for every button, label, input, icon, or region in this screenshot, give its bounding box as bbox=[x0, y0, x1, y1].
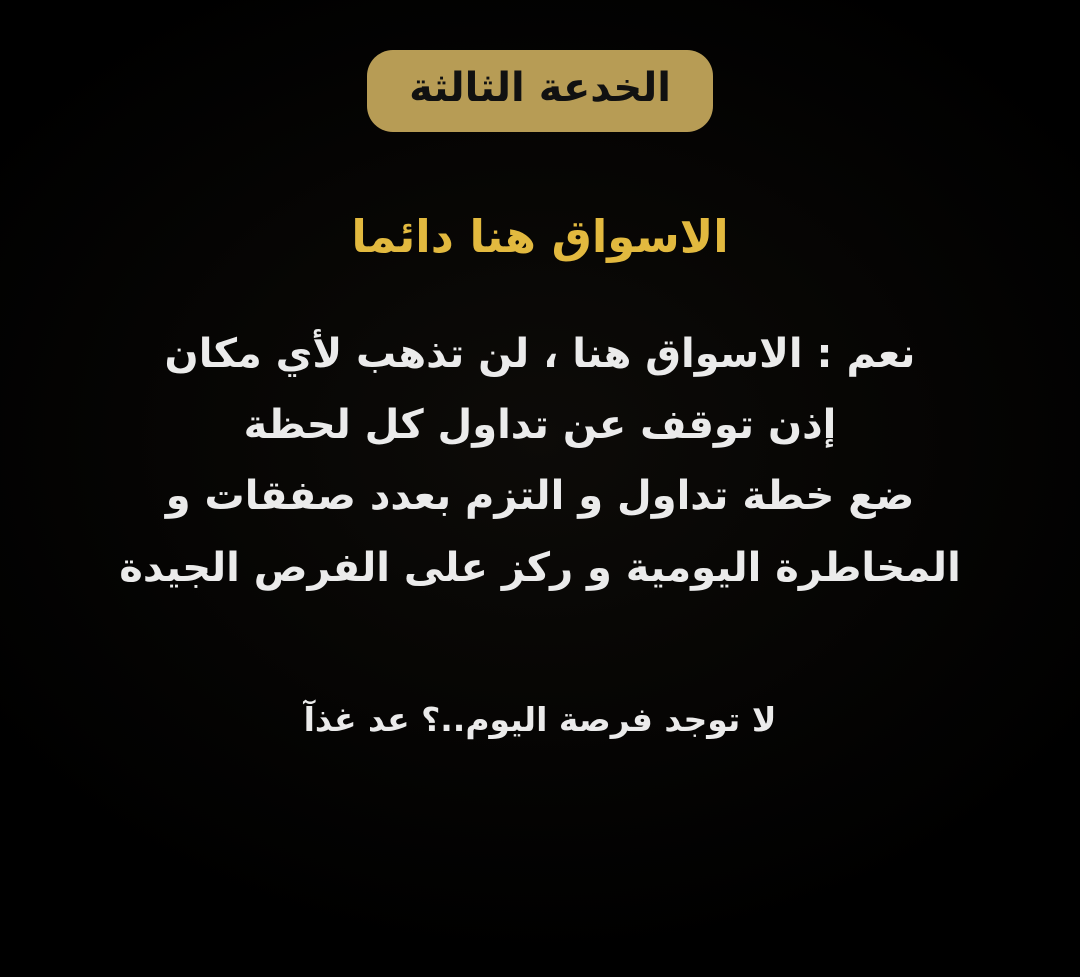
body-text-block bbox=[60, 319, 1020, 604]
closing-line: لا توجد فرصة اليوم..؟ عد غذآ bbox=[303, 699, 777, 739]
body-line: إذن توقف عن تداول كل لحظة bbox=[243, 402, 837, 449]
page-title: الاسواق هنا دائما bbox=[351, 210, 729, 263]
body-line: نعم : الاسواق هنا ، لن تذهب لأي مكان bbox=[164, 331, 916, 377]
body-line: المخاطرة اليومية و ركز على الفرص الجيدة bbox=[119, 544, 961, 591]
status-badge: الخدعة الثالثة bbox=[367, 50, 713, 132]
body-line: ضع خطة تداول و التزم بعدد صفقات و bbox=[165, 473, 915, 520]
